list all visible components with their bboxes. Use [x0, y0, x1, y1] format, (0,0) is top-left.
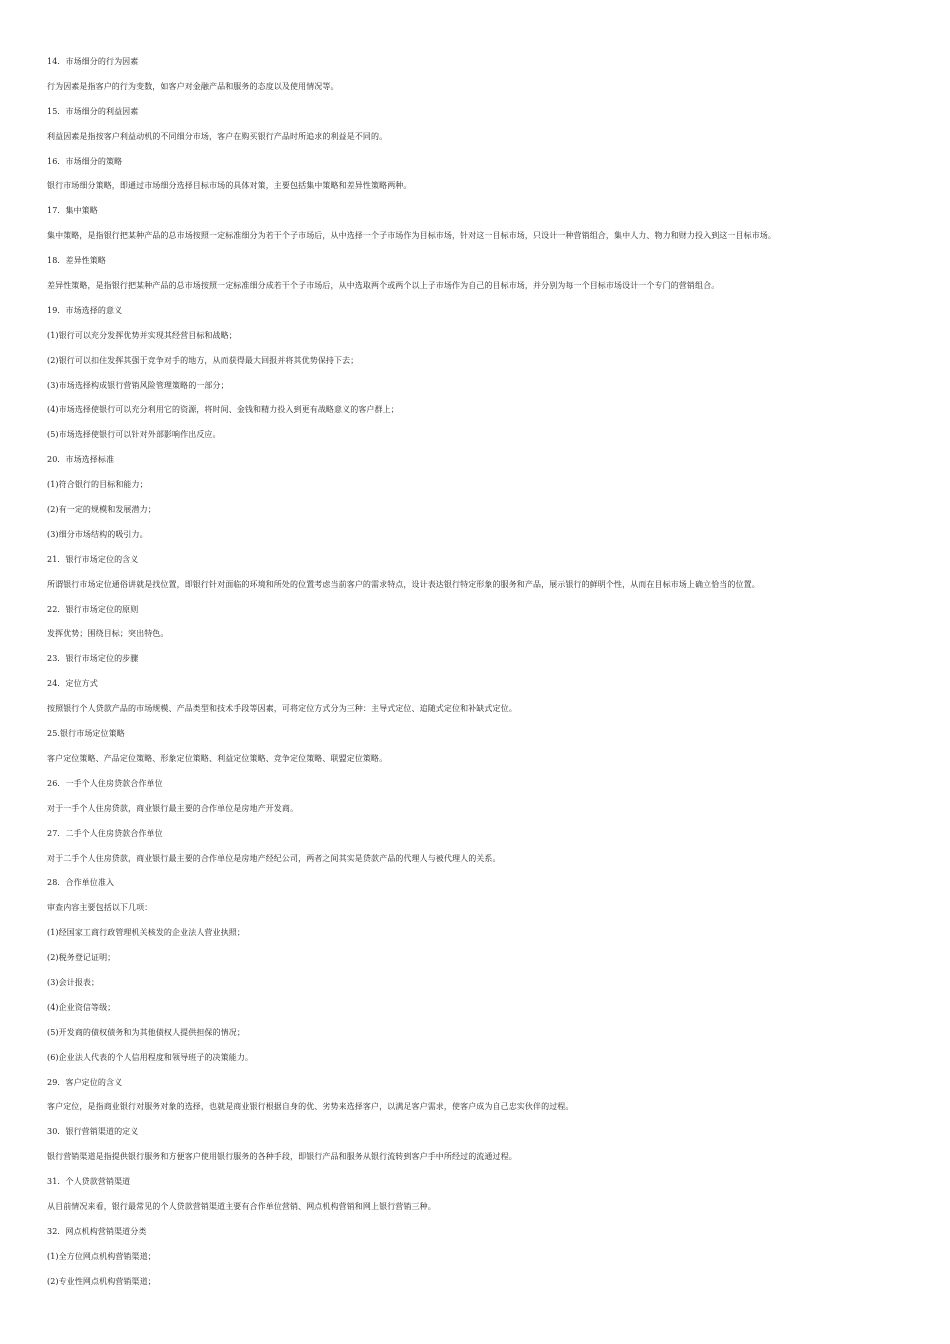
- document-line: 发挥优势；围绕目标；突出特色。: [47, 629, 169, 639]
- document-line: 银行营销渠道是指提供银行服务和方便客户使用银行服务的各种手段，即银行产品和服务从银行流转到客户手中所经过的流通过程。: [47, 1152, 517, 1162]
- document-line: (2)税务登记证明；: [47, 953, 116, 963]
- document-line: (6)企业法人代表的个人信用程度和领导班子的决策能力。: [47, 1052, 254, 1062]
- document-line: 18．差异性策略: [47, 256, 106, 266]
- document-line: (1)经国家工商行政管理机关核发的企业法人营业执照；: [47, 928, 245, 938]
- document-line: (2)银行可以扣住发挥其强于竞争对手的地方，从而获得最大回报并将其优势保持下去；: [47, 355, 359, 365]
- document-line: 29．客户定位的含义: [47, 1077, 123, 1087]
- document-page: [47, 56, 907, 1301]
- document-line: (1)全方位网点机构营销渠道；: [47, 1251, 156, 1261]
- document-line: (1)银行可以充分发挥优势并实现其经营目标和战略；: [47, 330, 237, 340]
- document-line: 15．市场细分的利益因素: [47, 106, 139, 116]
- document-line: 20．市场选择标准: [47, 455, 115, 465]
- document-line: (4)企业资信等级；: [47, 1002, 116, 1012]
- document-line: (5)开发商的债权债务和为其他债权人提供担保的情况；: [47, 1027, 245, 1037]
- document-line: 27．二手个人住房贷款合作单位: [47, 828, 163, 838]
- document-line: 所谓银行市场定位通俗讲就是找位置，即银行针对面临的环境和所处的位置考虑当前客户的需求特点，设计表达银行特定形象的服务和产品，展示银行的鲜明个性，从而在目标市场上确立恰当的位置。: [47, 579, 760, 589]
- document-line: 客户定位，是指商业银行对服务对象的选择，也就是商业银行根据自身的优、劣势来选择客户，以满足客户需求，使客户成为自己忠实伙伴的过程。: [47, 1102, 574, 1112]
- document-line: (3)细分市场结构的吸引力。: [47, 529, 148, 539]
- document-line: 对于二手个人住房贷款，商业银行最主要的合作单位是房地产经纪公司，两者之间其实是贷款产品的代理人与被代理人的关系。: [47, 853, 501, 863]
- document-line: 26．一手个人住房贷款合作单位: [47, 778, 163, 788]
- document-line: 从目前情况来看，银行最常见的个人贷款营销渠道主要有合作单位营销、网点机构营销和网上银行营销三种。: [47, 1201, 436, 1211]
- document-line: 差异性策略，是指银行把某种产品的总市场按照一定标准细分成若干个子市场后，从中选取两个或两个以上子市场作为自己的目标市场，并分别为每一个目标市场设计一个专门的营销组合。: [47, 281, 720, 291]
- document-line: 25.银行市场定位策略: [47, 729, 125, 739]
- document-line: 客户定位策略、产品定位策略、形象定位策略、利益定位策略、竞争定位策略、联盟定位策略。: [47, 753, 388, 763]
- document-line: 利益因素是指按客户利益动机的不同细分市场，客户在购买银行产品时所追求的利益是不同的。: [47, 131, 388, 141]
- document-line: (4)市场选择使银行可以充分利用它的资源，将时间、金钱和精力投入到更有战略意义的客户群上；: [47, 405, 399, 415]
- document-line: 32．网点机构营销渠道分类: [47, 1226, 147, 1236]
- document-line: 22．银行市场定位的原则: [47, 604, 139, 614]
- document-line: (2)专业性网点机构营销渠道；: [47, 1276, 156, 1286]
- document-line: 21．银行市场定位的含义: [47, 554, 139, 564]
- document-line: 28．合作单位准入: [47, 878, 115, 888]
- document-line: 14．市场细分的行为因素: [47, 57, 139, 66]
- document-line: 集中策略，是指银行把某种产品的总市场按照一定标准细分为若干个子市场后，从中选择一个子市场作为目标市场，针对这一目标市场，只设计一种营销组合，集中人力、物力和财力投入到这一目标市场。: [47, 231, 776, 241]
- document-line: (5)市场选择使银行可以针对外部影响作出反应。: [47, 430, 221, 440]
- document-line: 24．定位方式: [47, 679, 98, 689]
- document-line: 行为因素是指客户的行为变数，如客户对金融产品和服务的态度以及使用情况等。: [47, 81, 339, 91]
- document-line: 19．市场选择的意义: [47, 305, 123, 315]
- document-line: 30．银行营销渠道的定义: [47, 1127, 139, 1137]
- document-line: (2)有一定的规模和发展潜力；: [47, 505, 156, 515]
- document-line: (1)符合银行的目标和能力；: [47, 480, 148, 490]
- document-line: 银行市场细分策略，即通过市场细分选择目标市场的具体对策，主要包括集中策略和差异性策略两种。: [47, 181, 412, 191]
- document-line: 审查内容主要包括以下几项：: [47, 903, 153, 913]
- document-line: 31．个人贷款营销渠道: [47, 1177, 131, 1187]
- document-line: (3)会计报表；: [47, 977, 100, 987]
- document-line: 17．集中策略: [47, 206, 98, 216]
- document-line: 16．市场细分的策略: [47, 156, 123, 166]
- document-line: (3)市场选择构成银行营销风险管理策略的一部分；: [47, 380, 229, 390]
- document-line: 对于一手个人住房贷款，商业银行最主要的合作单位是房地产开发商。: [47, 803, 299, 813]
- document-line: 按照银行个人贷款产品的市场规模、产品类型和技术手段等因素，可将定位方式分为三种：主导式定位、追随式定位和补缺式定位。: [47, 704, 517, 714]
- document-line: 23．银行市场定位的步骤: [47, 654, 139, 664]
